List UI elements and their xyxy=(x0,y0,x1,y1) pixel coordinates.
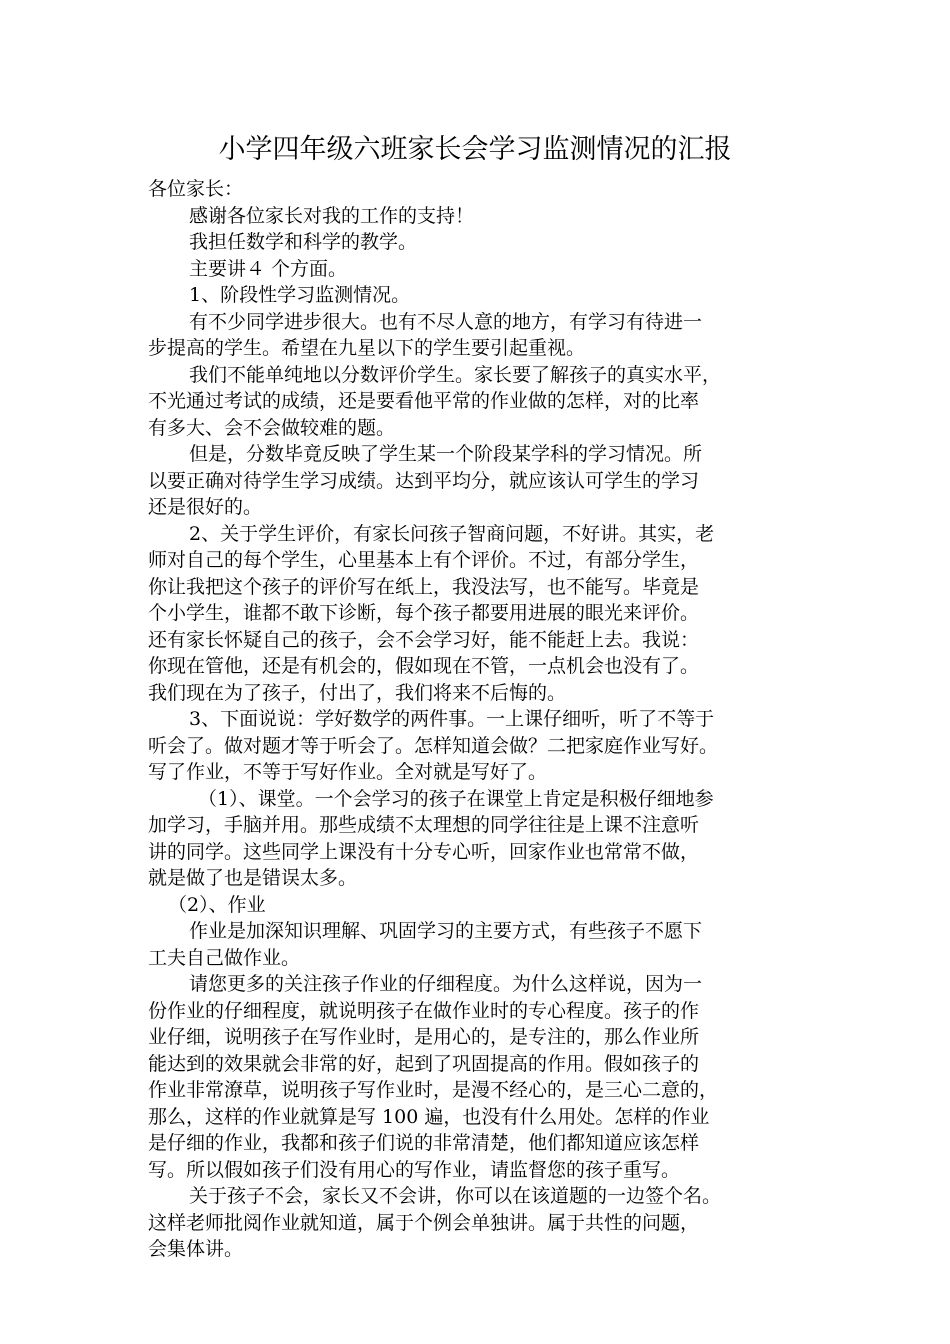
text-line: 讲的同学。这些同学上课没有十分专心听，回家作业也常常不做， xyxy=(148,840,700,863)
text-line: 还是很好的。 xyxy=(148,496,263,518)
text-line: 我们不能单纯地以分数评价学生。家长要了解孩子的真实水平， xyxy=(189,363,722,386)
text-line: 作业是加深知识理解、巩固学习的主要方式，有些孩子不愿下 xyxy=(189,920,703,942)
text-line: 感谢各位家长对我的工作的支持！ xyxy=(189,204,475,227)
text-line: 我担任数学和科学的教学。 xyxy=(189,231,418,253)
text-line: 就是做了也是错误太多。 xyxy=(148,867,358,889)
text-line: 我们现在为了孩子，付出了，我们将来不后悔的。 xyxy=(148,681,567,704)
text-line: 师对自己的每个学生，心里基本上有个评价。不过，有部分学生， xyxy=(148,549,700,571)
text-line: 份作业的仔细程度，就说明孩子在做作业时的专心程度。孩子的作 xyxy=(148,999,700,1022)
section-heading: 2、关于学生评价，有家长问孩子智商问题，不好讲。其实，老 xyxy=(189,522,715,545)
greeting-line: 各位家长： xyxy=(148,178,244,200)
text-line: 主要讲４ 个方面。 xyxy=(189,257,348,280)
text-line: 那么，这样的作业就算是写 100 遍，也没有什么用处。怎样的作业 xyxy=(148,1105,710,1128)
text-line: 是仔细的作业，我都和孩子们说的非常清楚，他们都知道应该怎样 xyxy=(148,1132,700,1154)
text-line: 写了作业，不等于写好作业。全对就是写好了。 xyxy=(148,761,548,783)
text-line: 关于孩子不会，家长又不会讲，你可以在该道题的一边签个名。 xyxy=(189,1185,722,1207)
text-line: 有多大、会不会做较难的题。 xyxy=(148,416,396,439)
text-line: 还有家长怀疑自己的孩子，会不会学习好，能不能赶上去。我说： xyxy=(148,628,700,651)
text-line: 以要正确对待学生学习成绩。达到平均分，就应该认可学生的学习 xyxy=(148,469,700,492)
subsection-heading: （2）、作业 xyxy=(168,893,266,916)
text-line: 不光通过考试的成绩，还是要看他平常的作业做的怎样，对的比率 xyxy=(148,390,700,412)
text-line: 会集体讲。 xyxy=(148,1238,244,1260)
text-line: 请您更多的关注孩子作业的仔细程度。为什么这样说，因为一 xyxy=(189,973,703,995)
document-title: 小学四年级六班家长会学习监测情况的汇报 xyxy=(218,134,732,165)
text-line: 这样老师批阅作业就知道，属于个例会单独讲。属于共性的问题， xyxy=(148,1211,700,1234)
section-heading: 1、阶段性学习监测情况。 xyxy=(189,284,411,306)
text-line: 步提高的学生。希望在九星以下的学生要引起重视。 xyxy=(148,337,586,359)
text-line: 听会了。做对题才等于听会了。怎样知道会做？二把家庭作业写好。 xyxy=(148,734,719,757)
text-line: 写。所以假如孩子们没有用心的写作业，请监督您的孩子重写。 xyxy=(148,1158,681,1181)
section-heading: 3、下面说说：学好数学的两件事。一上课仔细听，听了不等于 xyxy=(189,708,715,730)
text-line: 加学习，手脑并用。那些成绩不太理想的同学往往是上课不注意听 xyxy=(148,814,700,836)
text-line: 有不少同学进步很大。也有不尽人意的地方，有学习有待进一 xyxy=(189,310,703,333)
text-line: 个小学生，谁都不敢下诊断，每个孩子都要用进展的眼光来评价。 xyxy=(148,602,700,624)
text-line: 你让我把这个孩子的评价写在纸上，我没法写，也不能写。毕竟是 xyxy=(148,575,700,598)
text-line: 但是，分数毕竟反映了学生某一个阶段某学科的学习情况。所 xyxy=(189,443,703,465)
text-line: 能达到的效果就会非常的好，起到了巩固提高的作用。假如孩子的 xyxy=(148,1052,700,1075)
text-line: 业仔细，说明孩子在写作业时，是用心的，是专注的，那么作业所 xyxy=(148,1026,700,1048)
subsection-heading: （1）、课堂。一个会学习的孩子在课堂上肯定是积极仔细地参 xyxy=(198,787,714,810)
text-line: 你现在管他，还是有机会的，假如现在不管，一点机会也没有了。 xyxy=(148,655,700,677)
text-line: 工夫自己做作业。 xyxy=(148,946,301,969)
document-body xyxy=(148,176,808,1263)
text-line: 作业非常潦草，说明孩子写作业时，是漫不经心的，是三心二意的， xyxy=(148,1079,719,1101)
